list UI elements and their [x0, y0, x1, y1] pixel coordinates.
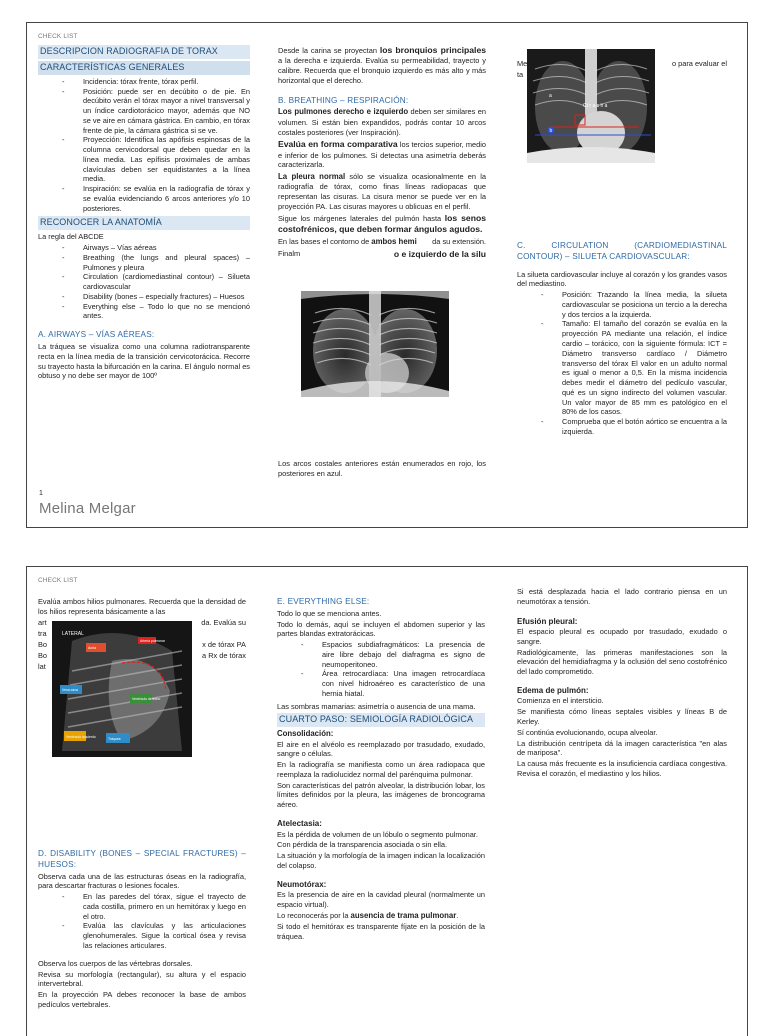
disability-section — [38, 843, 246, 1011]
cut-line: lat — [38, 661, 46, 671]
edema-line-4: La distribución centrípeta dá la imagen característica "en alas de mariposa". — [517, 738, 727, 758]
text-run: a Rx de tórax — [202, 650, 246, 660]
everything-list — [277, 640, 485, 699]
xray-ict-drawing — [527, 49, 655, 163]
effusion-title: Efusión pleural: — [517, 616, 578, 626]
page-number: 1 — [39, 490, 43, 497]
text-run: Bo — [38, 639, 48, 649]
pneumothorax-line-2 — [277, 911, 485, 921]
list-item: - Circulation (cardiomediastinal contour) – Silueta cardiovascular — [38, 272, 250, 292]
list-item: - Inspiración: se evalúa en la radiografía de tórax y se evalúa evidenciando 6 arcos anteriores y/o 10 posteriores. — [38, 184, 250, 213]
list-item: - Breathing (the lungs and pleural spaces) – Pulmones y pleura — [38, 253, 250, 273]
circulation-list — [517, 290, 727, 436]
effusion-line-2: Radiológicamente, las primeras manifestaciones son la elevación del hemidiafragma y la oclusión del seno costofrénico del lado comprometido. — [517, 647, 727, 677]
text-run: Me — [517, 59, 528, 68]
text-run-bold: los senos costofrénicos, que deben formar ángulos agudos. — [278, 212, 486, 235]
disability-list — [38, 892, 246, 951]
circulation-section — [517, 235, 727, 440]
tag-right-ventricle: Ventrículo derecho — [132, 697, 161, 701]
page2-column-3 — [517, 587, 727, 780]
page2-column-2 — [277, 597, 485, 943]
step-four-band: CUARTO PASO: SEMIOLOGÍA RADIOLÓGICA — [277, 713, 485, 727]
list-item: - Evalúa las clavículas y las articulaciones glenohumerales. Sigue la cortical ósea y revisa las relaciones articulares. — [38, 921, 246, 950]
everything-line-1: Todo lo que se menciona antes. — [277, 608, 382, 618]
hilios-paragraph: Evalúa ambos hilios pulmonares. Recuerda que la densidad de los hilios representa básicamente a las — [38, 597, 246, 616]
text-run: sólo se visualiza ocasionalmente en la radiografía de tórax, como finas líneas radiopacas que representan las cisuras. La cisura menor se puede ver en la proyección PA. Las cisuras mayores u oblicuas en el perfil. — [278, 172, 486, 211]
tag-left-ventricle: Ventrículo izquierdo — [66, 735, 96, 739]
tag-aorta: Aorta — [88, 646, 97, 650]
list-item: - En las paredes del tórax, sigue el trayecto de cada costilla, primero en un hemitórax y luego en el otro. — [38, 892, 246, 921]
lateral-label: LATERAL — [62, 631, 84, 637]
list-item: - Posición: puede ser en decúbito o de pie. En decúbito verán el tórax mayor a nivel transversal y un índice cardiotorácico mayor, además que NO se ve aire en cámara gástrica. En cambio, en tórax frente de pie, la cámara gástrica si se ve. — [38, 87, 250, 136]
edema-line-2: Se manifiesta cómo líneas septales visibles y líneas B de Kerley. — [517, 707, 727, 726]
xray-label-trachea: Ct r a c h a — [583, 103, 608, 109]
atelectasis-line-3: La situación y la morfología de la imagen indican la localización del colapso. — [277, 851, 485, 870]
tag-trachea: Tráquea — [108, 737, 121, 741]
xray-label-b: b — [549, 128, 553, 134]
atelectasis-title: Atelectasia: — [277, 819, 322, 828]
list-item: - Airways – Vías aéreas — [38, 243, 250, 253]
circulation-heading: C. CIRCULATION (CARDIOMEDIASTINAL CONTOUR) – SILUETA CARDIOVASCULAR: — [517, 241, 727, 261]
atelectasis-line-2: Con pérdida de la transparencia asociada o sin ella. — [277, 840, 448, 850]
compare-paragraph — [278, 139, 486, 170]
airways-heading: A. AIRWAYS – VÍAS AÉREAS: — [38, 330, 155, 340]
list-item: - Posición: Trazando la línea media, la silueta cardiovascular se posiciona un tercio a la derecha y dos tercios a la izquierda. — [517, 290, 727, 319]
abcde-intro: La regla del ABCDE — [38, 232, 104, 242]
list-item: - Disability (bones – especially fractures) – Huesos — [38, 292, 250, 302]
page1-column-1 — [38, 45, 250, 382]
vertebra-line-3: En la proyección PA debes reconocer la base de ambos pedículos vertebrales. — [38, 990, 246, 1009]
list-item: - Tamaño: El tamaño del corazón se evalúa en la proyección PA mediante una relación, el índice cardio – torácico, con la siguiente fórmula: ICT = Diámetro transverso cardíaco / Diámetro transverso del tórax El valor en un adulto normal es igual o menor a 0,5. En la misma incidencia debes medir el diámetro del pedículo vascular, qué es un signo indirecto del volumen vascular. Un valor mayor de 85 mm es patológico en el 80% de los casos. — [517, 319, 727, 417]
text-run: Lo reconocerás por la — [277, 910, 351, 920]
list-item: - Comprueba que el botón aórtico se encuentra a la izquierda. — [517, 417, 727, 437]
text-run: da su extensión. — [432, 237, 486, 247]
list-item: - Proyección: Identifica las apófisis espinosas de la columna cervicodorsal que deben quedar en la línea media. Las epífisis proximales de ambas clavículas deben ser equidistantes a la línea media. — [38, 135, 250, 184]
xray-label-a: a — [549, 93, 552, 99]
everything-line-2: Todo lo demás, aquí se incluyen el abdomen superior y las partes blandas extratorácicas. — [277, 619, 485, 639]
edema-title: Edema de pulmón: — [517, 685, 589, 695]
margins-paragraph — [278, 213, 486, 236]
consolidation-line-3: Son características del patrón alveolar, la distribución lobar, los límites definidos por la pleura, las imágenes de broncograma aéreo. — [277, 780, 485, 810]
text-run-bold: los bronquios principales — [379, 45, 486, 55]
author-name: Melina Melgar — [39, 500, 136, 517]
text-run: . — [456, 910, 459, 920]
breathing-heading: B. BREATHING – RESPIRACIÓN: — [278, 95, 409, 105]
edema-line-3: Sí continúa evolucionando, ocupa alveolar. — [517, 727, 658, 737]
pneumothorax-title: Neumotórax: — [277, 879, 327, 889]
carina-paragraph — [278, 45, 486, 86]
text-run: Finalm — [278, 248, 301, 258]
everything-heading: E. EVERYTHING ELSE: — [277, 597, 370, 606]
edema-line-1: Comienza en el intersticio. — [517, 696, 604, 706]
consolidation-title: Consolidación: — [277, 729, 334, 739]
text-run: Sigue los márgenes laterales del pulmón hasta — [278, 213, 445, 223]
page-header-label: CHECK LIST — [38, 33, 78, 40]
text-run: Bo — [38, 650, 48, 660]
tag-pulmonary-artery: Arteria pulmonar — [140, 639, 166, 643]
mammary-line: Las sombras mamarias: asimetría o ausencia de una mama. — [277, 701, 476, 711]
text-run-bold: Evalúa en forma comparativa — [278, 139, 398, 150]
shift-paragraph: Si está desplazada hacia el lado contrario piensa en un neumotórax a tensión. — [517, 587, 727, 606]
text-run: a la derecha e izquierda. Evalúa su permeabilidad, trayecto y calibre. Recuerda que el bronquio izquierdo es más alto y más horizontal que el derecho. — [278, 56, 486, 85]
text-run: los tercios superior, medio e inferior de los pulmones. Si detectas una asimetría deberás caracterizarla. — [278, 140, 487, 170]
atelectasis-line-1: Es la pérdida de volumen de un lóbulo o segmento pulmonar. — [277, 829, 478, 839]
document-page-2 — [26, 566, 748, 1036]
chest-xray-cardiothoracic-image — [527, 49, 655, 163]
text-run-bold: La pleura normal — [278, 172, 346, 182]
airways-paragraph: La tráquea se visualiza como una columna radiotransparente recta en la línea media de la transición cervicotorácica. Recorre su trayecto hasta la bifurcación en la carina. El ángulo normal es obtuso y no debe ser mayor de 100º — [38, 342, 250, 381]
list-item: - Incidencia: tórax frente, tórax perfil. — [38, 77, 250, 87]
effusion-line-1: El espacio pleural es ocupado por trasudado, exudado o sangre. — [517, 627, 727, 646]
chest-xray-pa-image — [301, 291, 449, 397]
page-header-label: CHECK LIST — [38, 577, 78, 584]
abcde-list — [38, 243, 250, 321]
general-features-list — [38, 77, 250, 214]
section-band-title: DESCRIPCION RADIOGRAFIA DE TORAX — [38, 45, 250, 59]
text-run-bold: ambos hemi — [371, 237, 417, 247]
tag-vena-cava: Vena cava — [62, 688, 78, 692]
text-run-bold: o e izquierdo de la silu — [393, 248, 486, 259]
chest-xray-lateral-image — [52, 621, 192, 757]
text-run: da. Evalúa su — [201, 617, 246, 627]
text-run: deben ser similares en volumen. Si están bien expandidos, podrás contar 10 arcos costales posteriores (ver Inspiración). — [278, 107, 486, 137]
vertebra-line-2: Revisa su morfología (rectangular), su altura y el espacio intervertebral. — [38, 969, 246, 989]
text-run: x de tórax PA — [202, 639, 246, 649]
edema-line-5: La causa más frecuente es la insuficiencia cardíaca congestiva. Revisa el corazón, el mediastino y los hilios. — [517, 759, 727, 778]
text-run: o para evaluar el — [671, 59, 727, 68]
list-item: - Everything else – Todo lo que no se mencionó antes. — [38, 302, 250, 322]
pneumothorax-line-1: Es la presencia de aire en la cavidad pleural (normalmente un espacio virtual). — [277, 890, 485, 909]
list-item: - Área retrocardíaca: Una imagen retrocardíaca con nivel hidroaéreo es característico de una hernia hiatal. — [277, 669, 485, 698]
disability-text: Observa cada una de las estructuras óseas en la radiografía, para descartar fracturas o lesiones focales. — [38, 871, 246, 891]
document-page-1 — [26, 22, 748, 528]
lungs-paragraph — [278, 107, 486, 137]
vertebra-line-1: Observa los cuerpos de las vértebras dorsales. — [38, 958, 193, 968]
anatomy-band: RECONOCER LA ANATOMÍA — [38, 216, 250, 230]
text-run-bold: ausencia de trama pulmonar — [350, 910, 457, 920]
silhouette-intro: La silueta cardiovascular incluye al corazón y los grandes vasos del mediastino. — [517, 269, 727, 289]
text-run: En las bases el contorno de — [278, 237, 372, 247]
xray-drawing — [301, 291, 449, 397]
text-run: art — [38, 617, 47, 627]
consolidation-line-1: El aire en el alvéolo es reemplazado por trasudado, exudado, sangre o células. — [277, 739, 485, 759]
pneumothorax-line-3: Si todo el hemitórax es transparente fíjate en la posición de la tráquea. — [277, 921, 485, 941]
text-run: Desde la carina se proyectan — [278, 46, 380, 55]
cut-line-2: ta — [517, 70, 524, 79]
arcs-caption: Los arcos costales anteriores están enumerados en rojo, los posteriores en azul. — [278, 459, 486, 478]
final-paragraph — [278, 249, 486, 259]
cut-line: tra — [38, 628, 47, 638]
list-item: - Espacios subdiafragmáticos: La presencia de aire libre debajo del diafragma es signo de neumoperitoneo. — [277, 640, 485, 669]
lateral-xray-drawing — [52, 621, 192, 757]
disability-heading: D. DISABILITY (BONES – SPECIAL FRACTURES) – HUESOS: — [38, 849, 246, 869]
consolidation-line-2: En la radiografía se manifiesta como un área radiopaca que reemplaza la radiolucidez normal del parénquima pulmonar. — [277, 760, 485, 779]
pleura-paragraph — [278, 172, 486, 212]
page1-column-2 — [278, 45, 486, 260]
section-subtitle: CARACTERÍSTICAS GENERALES — [38, 61, 250, 75]
text-run-bold: Los pulmones derecho e izquierdo — [278, 107, 409, 117]
bases-paragraph — [278, 237, 486, 247]
